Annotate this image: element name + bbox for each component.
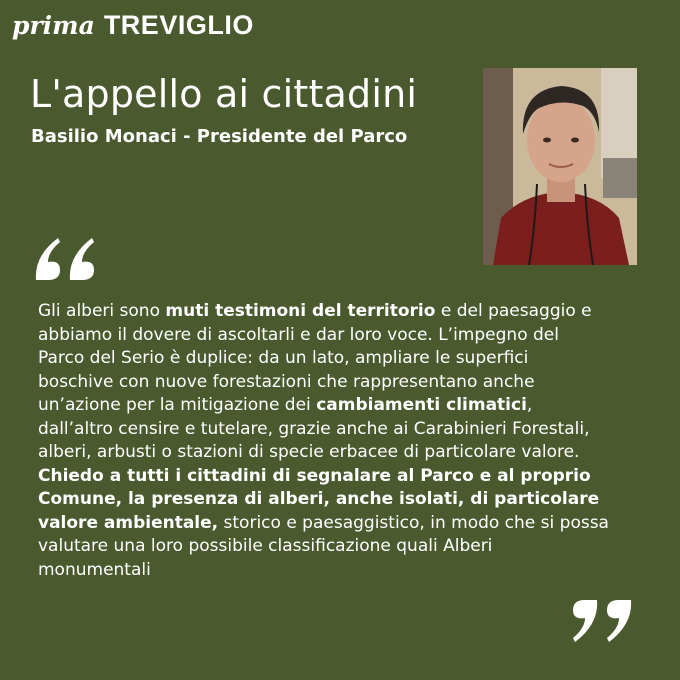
brand-city: TREVIGLIO <box>103 10 254 40</box>
masthead-logo <box>12 10 254 44</box>
open-quote-icon <box>30 230 96 282</box>
brand-prima: prima <box>12 11 95 40</box>
close-quote-icon <box>571 598 637 650</box>
quote-segment: Gli alberi sono <box>38 301 166 321</box>
quote-segment: e del paesaggio e abbiamo il dovere di ascoltarli e dar loro voce. L’impegno del Parco del Serio è duplice: da un lato, ampliare le superfici boschive con nuove forestazioni che rappresentano anche un’azione per la mitigazione dei <box>38 301 592 415</box>
quote-segment-bold: cambiamenti climatici <box>316 395 527 415</box>
quote-segment-bold: Chiedo a tutti i cittadini di segnalare al Parco e al proprio Comune, la presenza di alberi, anche isolati, di particolare valore ambientale, <box>38 465 600 533</box>
page-title: L'appello ai cittadini <box>30 72 418 116</box>
quote-segment-bold: muti testimoni del territorio <box>165 301 436 321</box>
portrait-illustration <box>483 68 637 265</box>
quote-segment: storico e paesaggistico, in modo che si possa valutare una loro possibile classificazione quali Alberi monumentali <box>38 512 609 580</box>
page-subtitle: Basilio Monaci - Presidente del Parco <box>31 126 408 147</box>
quote-body <box>38 300 646 582</box>
portrait-photo <box>483 68 637 265</box>
quote-segment: , dall’altro censire e tutelare, grazie anche ai Carabinieri Forestali, alberi, arbusti o stazioni di specie erbacee di particolare valore. <box>38 395 590 462</box>
